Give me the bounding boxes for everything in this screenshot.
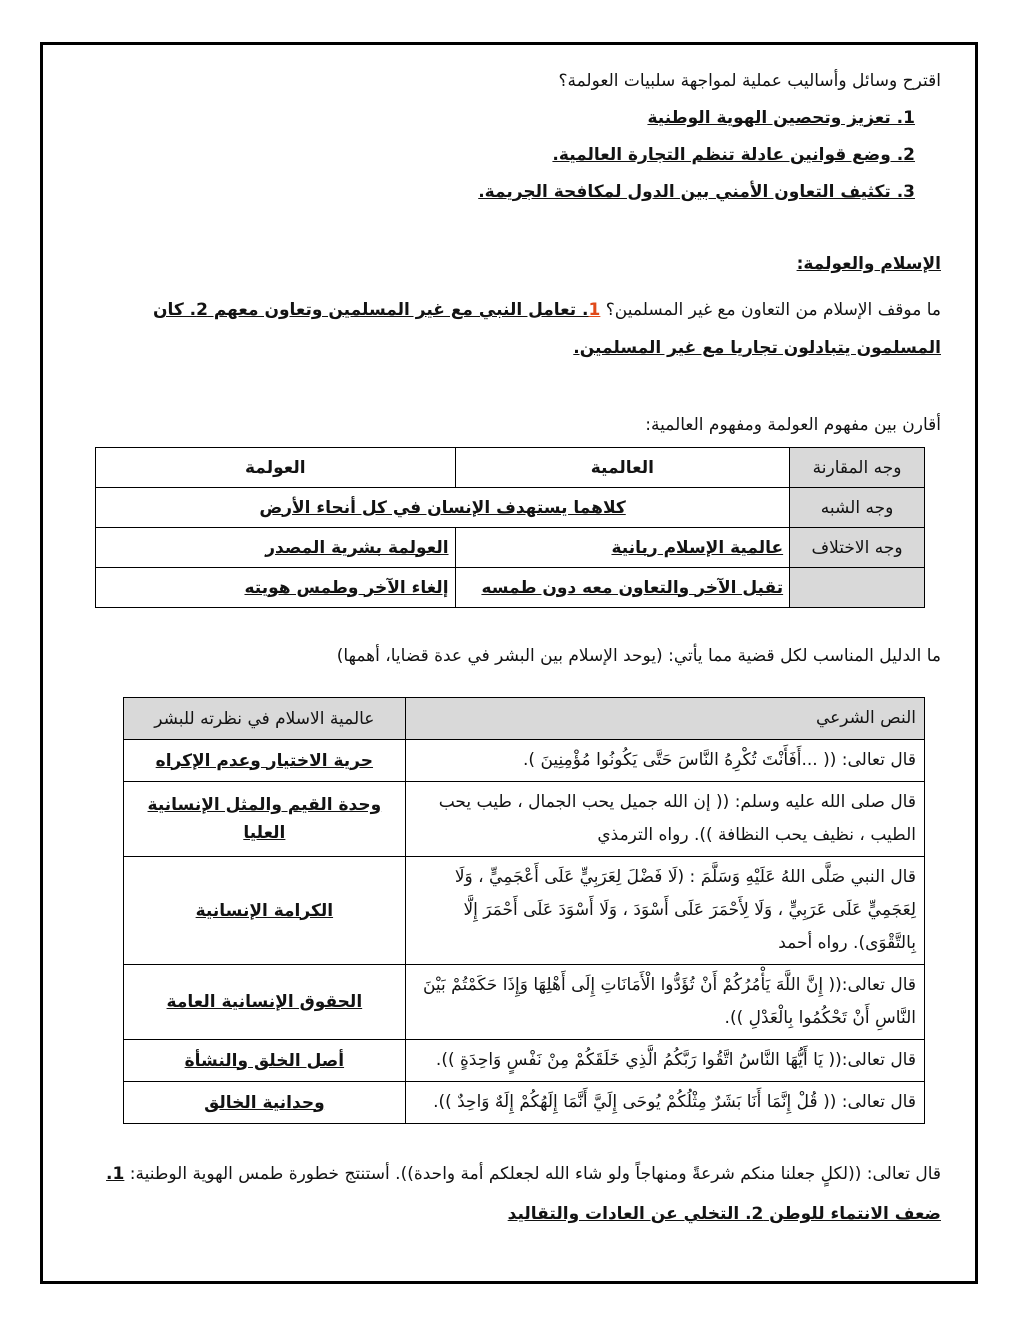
similarity-row — [96, 488, 925, 528]
intro-answer-1: 1. تعزيز وتحصين الهوية الوطنية — [647, 108, 915, 128]
difference-awlama-1-cell — [96, 528, 456, 568]
evidence-topic-5: أصل الخلق والنشأة — [184, 1050, 345, 1071]
islam-globalization-heading: الإسلام والعولمة: — [796, 254, 941, 274]
evidence-row-5 — [124, 1040, 925, 1082]
comparison-section — [89, 411, 941, 608]
conclusion-paragraph — [89, 1154, 941, 1234]
worksheet-content — [43, 45, 975, 1281]
similarity-value: كلاهما يستهدف الإنسان في كل أنحاء الأرض — [259, 497, 626, 518]
difference-label: وجه الاختلاف — [790, 528, 925, 568]
evidence-header-topic: عالمية الاسلام في نظرته للبشر — [124, 698, 406, 740]
evidence-topic-6: وحدانية الخالق — [204, 1092, 325, 1113]
islam-globalization-question — [89, 291, 941, 367]
intro-answer-2: 2. وضع قوانين عادلة تنظم التجارة العالمية. — [552, 145, 915, 165]
evidence-row-3 — [124, 857, 925, 965]
difference-awlama-2-cell — [96, 568, 456, 608]
evidence-topic-5-cell — [124, 1040, 406, 1082]
intro-question: اقترح وسائل وأساليب عملية لمواجهة سلبيات العولمة؟ — [558, 71, 941, 91]
evidence-section — [89, 642, 941, 1124]
difference-alamiyya-1-cell — [455, 528, 790, 568]
comparison-header-aspect: وجه المقارنة — [790, 448, 925, 488]
evidence-text-5: قال تعالى:(( يَا أَيُّهَا النَّاسُ اتَّقُوا رَبَّكُمُ الَّذِي خَلَقَكُمْ مِنْ نَفْسٍ وَاحِدَةٍ )). — [405, 1040, 924, 1082]
worksheet-frame — [40, 42, 978, 1284]
comparison-header-awlama: العولمة — [96, 448, 456, 488]
evidence-topic-4-cell — [124, 965, 406, 1040]
difference-row-1 — [96, 528, 925, 568]
evidence-text-1: قال تعالى: (( ...أَفَأَنْتَ تُكْرِهُ النَّاسَ حَتَّى يَكُونُوا مُؤْمِنِينَ ). — [405, 740, 924, 782]
conclusion-section — [89, 1154, 941, 1234]
comparison-header-alamiyya: العالمية — [455, 448, 790, 488]
evidence-row-6 — [124, 1082, 925, 1124]
evidence-topic-3: الكرامة الإنسانية — [195, 900, 334, 921]
evidence-topic-1-cell — [124, 740, 406, 782]
evidence-topic-2-cell — [124, 782, 406, 857]
question-text: ما موقف الإسلام من التعاون مع غير المسلمين؟ — [600, 300, 941, 320]
difference-alamiyya-2: تقبل الآخر والتعاون معه دون طمسه — [481, 577, 784, 598]
difference-awlama-1: العولمة بشرية المصدر — [265, 537, 449, 558]
comparison-intro: أقارن بين مفهوم العولمة ومفهوم العالمية: — [645, 415, 941, 435]
evidence-topic-2: وحدة القيم والمثل الإنسانية العليا — [147, 795, 382, 843]
evidence-text-2: قال صلى الله عليه وسلم: (( إن الله جميل يحب الجمال ، طيب يحب الطيب ، نظيف يحب النظافة )). رواه الترمذي — [405, 782, 924, 857]
difference-empty-label — [790, 568, 925, 608]
evidence-topic-1: حرية الاختيار وعدم الإكراه — [155, 750, 374, 771]
evidence-text-6: قال تعالى: (( قُلْ إِنَّمَا أَنَا بَشَرٌ مِثْلُكُمْ يُوحَى إِلَيَّ أَنَّمَا إِلَهُكُمْ إِلَهٌ وَاحِدٌ )). — [405, 1082, 924, 1124]
evidence-topic-3-cell — [124, 857, 406, 965]
evidence-row-4 — [124, 965, 925, 1040]
evidence-topic-4: الحقوق الإنسانية العامة — [166, 992, 363, 1012]
difference-alamiyya-2-cell — [455, 568, 790, 608]
conclusion-answer: 1. ضعف الانتماء للوطن 2. التخلي عن العادات والتقاليد — [106, 1164, 941, 1224]
islam-globalization-section — [89, 250, 941, 367]
similarity-label: وجه الشبه — [790, 488, 925, 528]
evidence-topic-6-cell — [124, 1082, 406, 1124]
evidence-header-row — [124, 698, 925, 740]
evidence-text-3: قال النبي صَلَّى اللهُ عَلَيْهِ وَسَلَّمَ : (لَا فَضْلَ لِعَرَبِيٍّ عَلَى أَعْجَمِيٍّ ، وَلَا لِعَجَمِيٍّ عَلَى عَرَبِيٍّ ، وَلَا لِأَحْمَرَ عَلَى أَسْوَدَ ، وَلَا أَسْوَدَ عَلَى أَحْمَرَ إِلَّا بِالتَّقْوَى). رواه أحمد — [405, 857, 924, 965]
conclusion-verse: قال تعالى: ((لكلٍ جعلنا منكم شرعةً ومنهاجاً ولو شاء الله لجعلكم أمة واحدة)). أستنتج خطورة طمس الهوية الوطنية: — [124, 1164, 941, 1184]
comparison-table — [95, 447, 925, 608]
answer-number-marker: 1 — [588, 300, 601, 320]
intro-answer-3: 3. تكثيف التعاون الأمني بين الدول لمكافحة الجريمة. — [478, 182, 915, 202]
difference-alamiyya-1: عالمية الإسلام ربانية — [611, 537, 784, 558]
intro-section — [89, 67, 941, 206]
evidence-row-1 — [124, 740, 925, 782]
evidence-text-4: قال تعالى:(( إِنَّ اللَّهَ يَأْمُرُكُمْ أَنْ تُؤَدُّوا الْأَمَانَاتِ إِلَى أَهْلِهَا وَإِذَا حَكَمْتُمْ بَيْنَ النَّاسِ أَنْ تَحْكُمُوا بِالْعَدْلِ )). — [405, 965, 924, 1040]
answer-text: . تعامل النبي مع غير المسلمين وتعاون معهم 2. كان المسلمون يتبادلون تجاريا مع غير المسلمين. — [152, 300, 941, 358]
comparison-header-row — [96, 448, 925, 488]
difference-row-2 — [96, 568, 925, 608]
evidence-table — [123, 697, 925, 1124]
difference-awlama-2: إلغاء الآخر وطمس هويته — [244, 577, 449, 598]
evidence-header-text: النص الشرعي — [405, 698, 924, 740]
evidence-intro: ما الدليل المناسب لكل قضية مما يأتي: (يوحد الإسلام بين البشر في عدة قضايا، أهمها) — [336, 646, 941, 666]
evidence-row-2 — [124, 782, 925, 857]
similarity-value-cell — [96, 488, 790, 528]
